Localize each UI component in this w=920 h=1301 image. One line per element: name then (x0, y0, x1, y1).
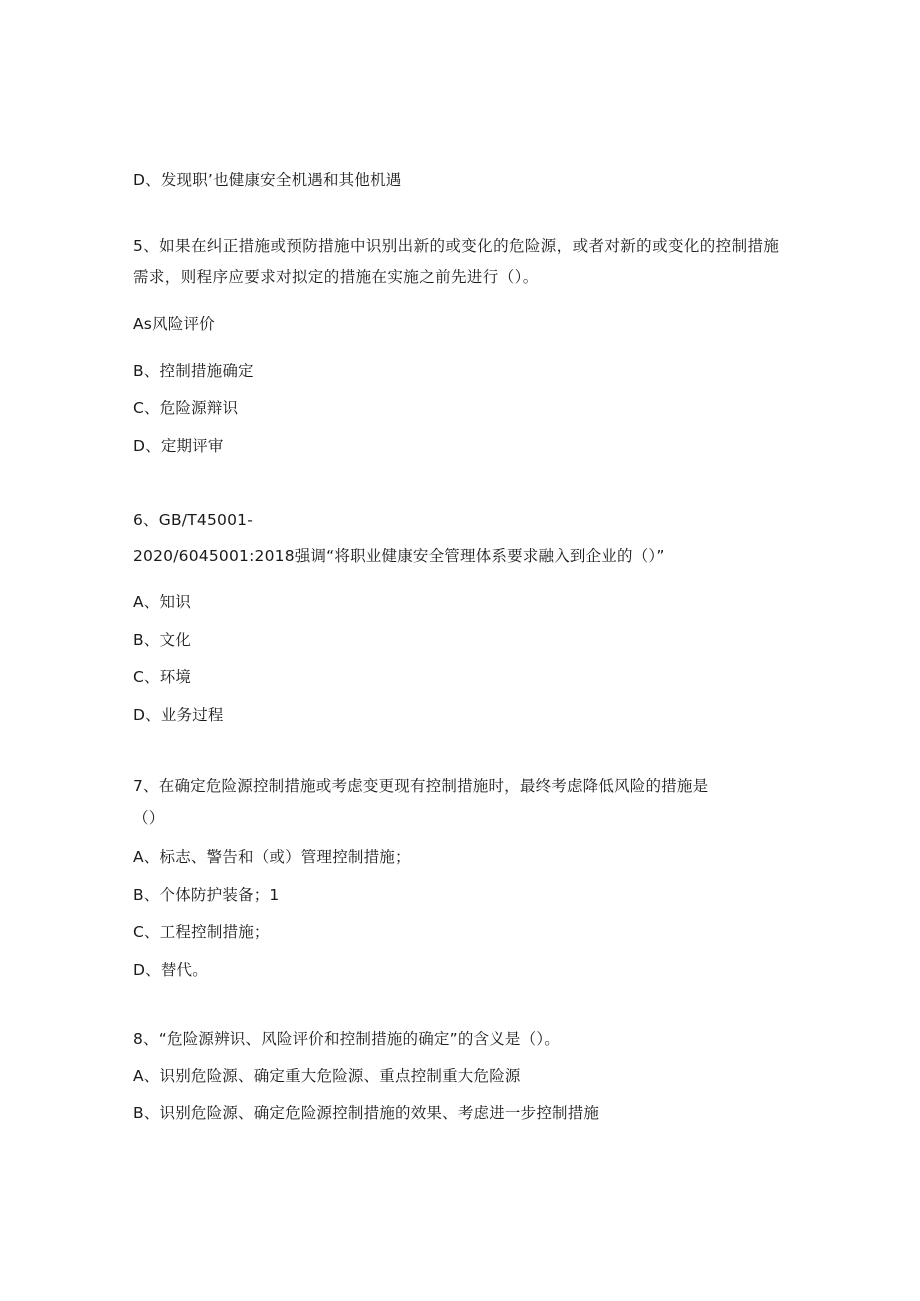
q4-option-d: D、发现职’也健康安全机遇和其他机遇 (133, 171, 402, 189)
q5-option-c: C、危险源辩识 (133, 399, 239, 417)
q5-stem: 5、如果在纠正措施或预防措施中识别出新的或变化的危险源，或者对新的或变化的控制措施需求，则程序应要求对拟定的措施在实施之前先进行（）。 (133, 237, 780, 286)
q5-option-d: D、定期评审 (133, 437, 224, 455)
q6-option-a: A、知识 (133, 593, 191, 611)
q8-option-b: B、识别危险源、确定危险源控制措施的效果、考虑进一步控制措施 (133, 1104, 600, 1122)
q8-option-a: A、识别危险源、确定重大危险源、重点控制重大危险源 (133, 1067, 521, 1085)
q6-option-b: B、文化 (133, 631, 191, 649)
q6-stem-line1: 6、GB/T45001- (133, 511, 253, 529)
q7-stem-line1: 7、在确定危险源控制措施或考虑变更现有控制措施时，最终考虑降低风险的措施是 (133, 777, 709, 795)
q6-stem-line2: 2020/6045001:2018强调“将职业健康安全管理体系要求融入到企业的（）” (133, 547, 665, 565)
q7-option-b: B、个体防护装备；1 (133, 886, 280, 904)
q5-option-b: B、控制措施确定 (133, 362, 254, 380)
q7-option-a: A、标志、警告和（或）管理控制措施； (133, 848, 411, 866)
q7-option-c: C、工程控制措施； (133, 923, 270, 941)
q5-option-a: As风险评价 (133, 315, 215, 333)
q8-stem: 8、“危险源辨识、风险评价和控制措施的确定”的含义是（）。 (133, 1030, 560, 1048)
q7-option-d: D、替代。 (133, 961, 208, 979)
q7-stem-line2: （） (133, 809, 165, 827)
q6-option-c: C、环境 (133, 668, 192, 686)
q6-option-d: D、业务过程 (133, 706, 224, 724)
